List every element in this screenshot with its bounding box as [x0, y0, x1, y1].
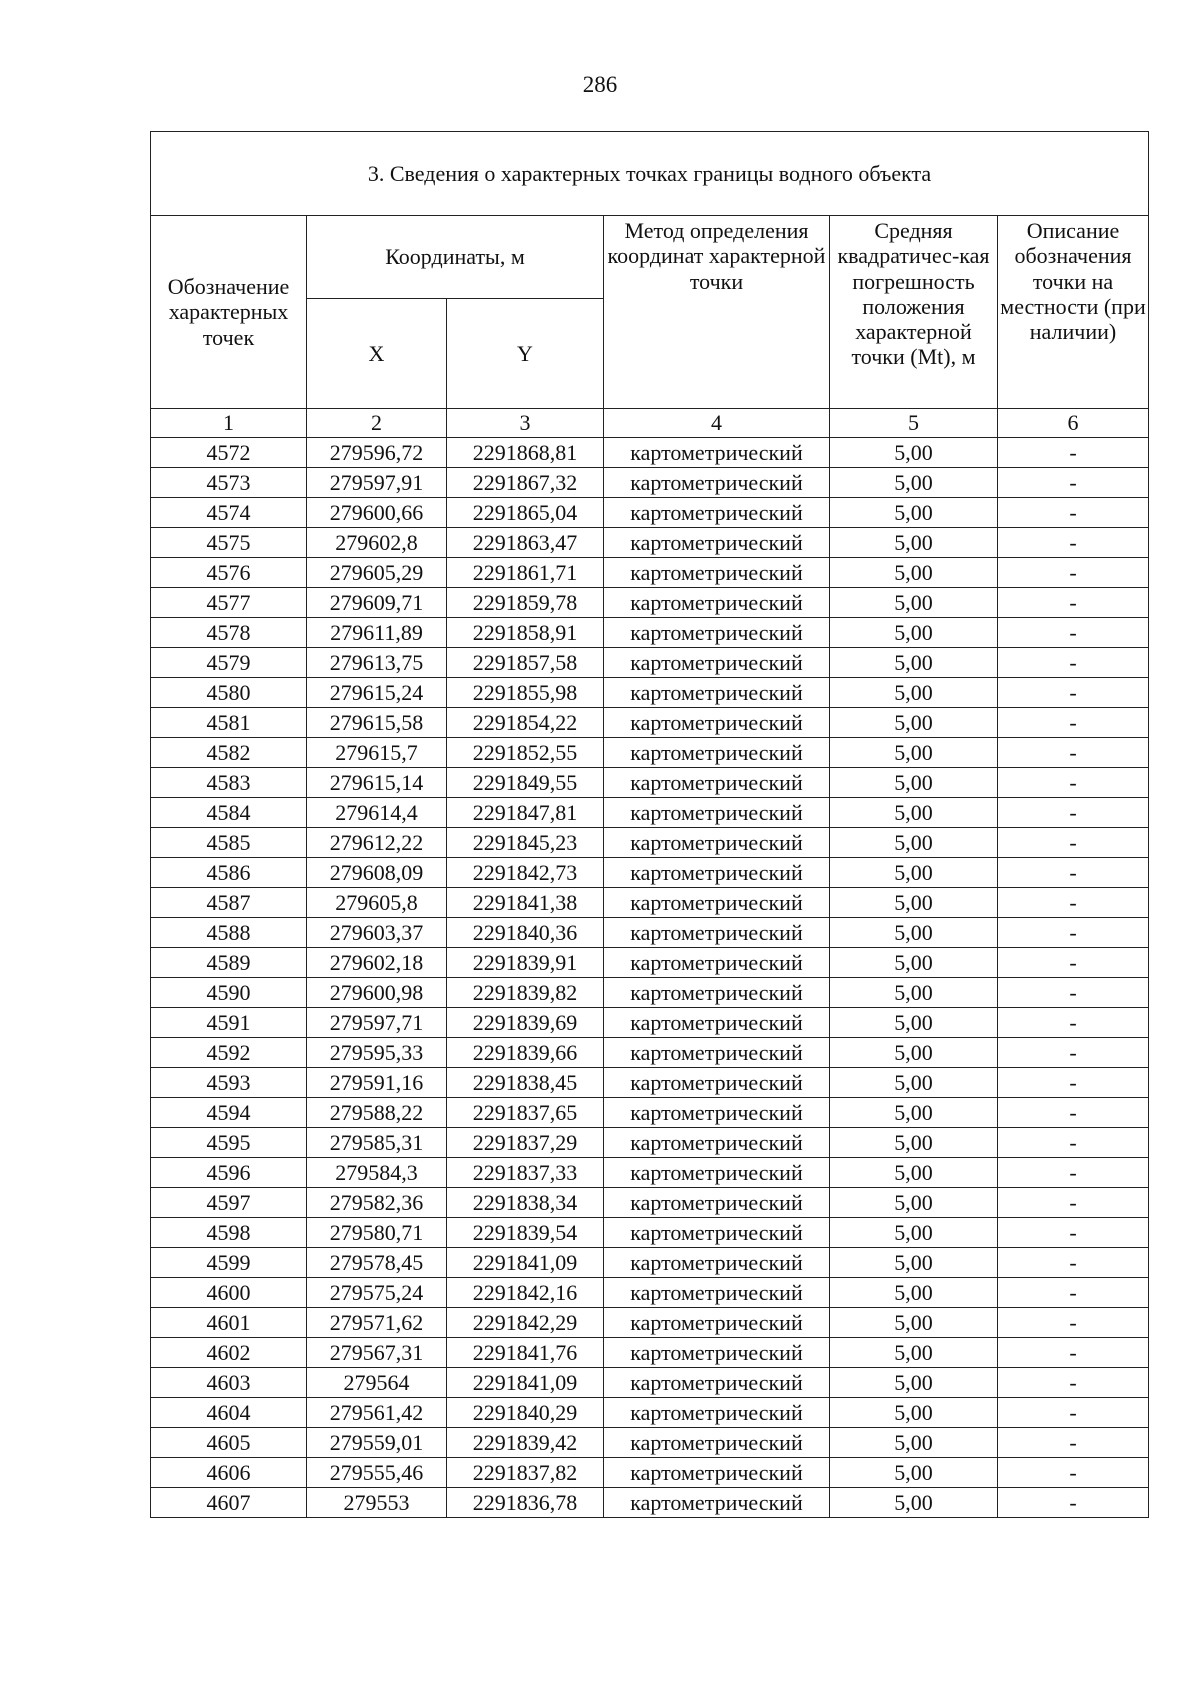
header-y: Y: [447, 299, 604, 409]
table-row: [151, 1308, 1149, 1338]
cell-point: 4599: [151, 1248, 307, 1278]
table-row: [151, 678, 1149, 708]
cell-point: 4590: [151, 978, 307, 1008]
cell-point: 4600: [151, 1278, 307, 1308]
cell-description: -: [998, 1398, 1149, 1428]
cell-error: 5,00: [830, 618, 998, 648]
cell-y: 2291855,98: [447, 678, 604, 708]
table-row: [151, 558, 1149, 588]
cell-error: 5,00: [830, 1248, 998, 1278]
table-row: [151, 918, 1149, 948]
cell-error: 5,00: [830, 648, 998, 678]
cell-y: 2291865,04: [447, 498, 604, 528]
cell-x: 279596,72: [307, 438, 447, 468]
cell-description: -: [998, 588, 1149, 618]
cell-error: 5,00: [830, 858, 998, 888]
cell-y: 2291837,65: [447, 1098, 604, 1128]
cell-error: 5,00: [830, 1068, 998, 1098]
cell-description: -: [998, 1338, 1149, 1368]
cell-description: -: [998, 918, 1149, 948]
cell-y: 2291839,54: [447, 1218, 604, 1248]
cell-x: 279615,24: [307, 678, 447, 708]
cell-point: 4587: [151, 888, 307, 918]
cell-error: 5,00: [830, 828, 998, 858]
table-row: [151, 888, 1149, 918]
cell-method: картометрический: [604, 1458, 830, 1488]
cell-point: 4575: [151, 528, 307, 558]
cell-description: -: [998, 828, 1149, 858]
cell-description: -: [998, 1128, 1149, 1158]
table-row: [151, 1368, 1149, 1398]
cell-y: 2291849,55: [447, 768, 604, 798]
cell-error: 5,00: [830, 738, 998, 768]
cell-x: 279602,18: [307, 948, 447, 978]
table-row: [151, 1458, 1149, 1488]
cell-y: 2291841,76: [447, 1338, 604, 1368]
cell-point: 4573: [151, 468, 307, 498]
cell-description: -: [998, 1068, 1149, 1098]
cell-y: 2291839,66: [447, 1038, 604, 1068]
cell-error: 5,00: [830, 978, 998, 1008]
column-number: 4: [604, 409, 830, 438]
table-row: [151, 858, 1149, 888]
cell-y: 2291838,34: [447, 1188, 604, 1218]
cell-method: картометрический: [604, 948, 830, 978]
cell-description: -: [998, 1248, 1149, 1278]
cell-x: 279582,36: [307, 1188, 447, 1218]
cell-description: -: [998, 528, 1149, 558]
cell-point: 4572: [151, 438, 307, 468]
cell-method: картометрический: [604, 678, 830, 708]
cell-point: 4602: [151, 1338, 307, 1368]
cell-error: 5,00: [830, 588, 998, 618]
header-description: Описание обозначения точки на местности (при наличии): [998, 216, 1149, 409]
table-row: [151, 588, 1149, 618]
cell-y: 2291837,29: [447, 1128, 604, 1158]
table-row: [151, 798, 1149, 828]
cell-error: 5,00: [830, 948, 998, 978]
table-row: [151, 1428, 1149, 1458]
cell-description: -: [998, 1368, 1149, 1398]
cell-x: 279578,45: [307, 1248, 447, 1278]
cell-point: 4605: [151, 1428, 307, 1458]
cell-point: 4574: [151, 498, 307, 528]
cell-error: 5,00: [830, 1128, 998, 1158]
cell-description: -: [998, 768, 1149, 798]
cell-error: 5,00: [830, 678, 998, 708]
cell-y: 2291868,81: [447, 438, 604, 468]
cell-point: 4577: [151, 588, 307, 618]
table-row: [151, 1278, 1149, 1308]
cell-method: картометрический: [604, 1068, 830, 1098]
cell-method: картометрический: [604, 1098, 830, 1128]
cell-x: 279591,16: [307, 1068, 447, 1098]
table-row: [151, 1038, 1149, 1068]
cell-method: картометрический: [604, 978, 830, 1008]
cell-method: картометрический: [604, 1248, 830, 1278]
table-row: [151, 438, 1149, 468]
cell-y: 2291854,22: [447, 708, 604, 738]
table-row: [151, 1128, 1149, 1158]
cell-point: 4591: [151, 1008, 307, 1038]
cell-method: картометрический: [604, 1338, 830, 1368]
cell-description: -: [998, 678, 1149, 708]
cell-x: 279564: [307, 1368, 447, 1398]
cell-error: 5,00: [830, 528, 998, 558]
cell-error: 5,00: [830, 558, 998, 588]
cell-y: 2291841,09: [447, 1368, 604, 1398]
cell-method: картометрический: [604, 738, 830, 768]
column-number: 6: [998, 409, 1149, 438]
cell-method: картометрический: [604, 588, 830, 618]
cell-point: 4586: [151, 858, 307, 888]
table-row: [151, 1218, 1149, 1248]
table-row: [151, 828, 1149, 858]
cell-y: 2291858,91: [447, 618, 604, 648]
cell-method: картометрический: [604, 528, 830, 558]
cell-y: 2291841,38: [447, 888, 604, 918]
column-number: 2: [307, 409, 447, 438]
cell-error: 5,00: [830, 1308, 998, 1338]
cell-x: 279605,8: [307, 888, 447, 918]
cell-point: 4595: [151, 1128, 307, 1158]
cell-point: 4581: [151, 708, 307, 738]
table-row: [151, 1158, 1149, 1188]
header-error: Средняя квадратичес-кая погрешность положения характерной точки (Mt), м: [830, 216, 998, 409]
cell-y: 2291841,09: [447, 1248, 604, 1278]
cell-point: 4592: [151, 1038, 307, 1068]
table-row: [151, 978, 1149, 1008]
cell-x: 279605,29: [307, 558, 447, 588]
cell-error: 5,00: [830, 1188, 998, 1218]
table-row: [151, 1338, 1149, 1368]
cell-x: 279597,91: [307, 468, 447, 498]
cell-method: картометрический: [604, 498, 830, 528]
cell-method: картометрический: [604, 1278, 830, 1308]
cell-point: 4598: [151, 1218, 307, 1248]
cell-error: 5,00: [830, 1218, 998, 1248]
cell-x: 279611,89: [307, 618, 447, 648]
table-row: [151, 498, 1149, 528]
cell-method: картометрический: [604, 858, 830, 888]
cell-x: 279580,71: [307, 1218, 447, 1248]
cell-error: 5,00: [830, 1038, 998, 1068]
table-row: [151, 1398, 1149, 1428]
cell-point: 4606: [151, 1458, 307, 1488]
cell-description: -: [998, 648, 1149, 678]
cell-y: 2291861,71: [447, 558, 604, 588]
cell-x: 279600,66: [307, 498, 447, 528]
table-row: [151, 768, 1149, 798]
cell-method: картометрический: [604, 1398, 830, 1428]
boundary-points-table: [150, 131, 1149, 1518]
cell-method: картометрический: [604, 1428, 830, 1458]
cell-error: 5,00: [830, 438, 998, 468]
table-row: [151, 1248, 1149, 1278]
cell-point: 4601: [151, 1308, 307, 1338]
table-row: [151, 738, 1149, 768]
cell-description: -: [998, 1038, 1149, 1068]
cell-description: -: [998, 798, 1149, 828]
cell-method: картометрический: [604, 1128, 830, 1158]
cell-method: картометрический: [604, 1008, 830, 1038]
table-row: [151, 468, 1149, 498]
table-row: [151, 708, 1149, 738]
table-body: [151, 438, 1149, 1518]
cell-error: 5,00: [830, 1278, 998, 1308]
cell-x: 279614,4: [307, 798, 447, 828]
cell-method: картометрический: [604, 1218, 830, 1248]
cell-error: 5,00: [830, 1428, 998, 1458]
cell-x: 279561,42: [307, 1398, 447, 1428]
table-row: [151, 1008, 1149, 1038]
cell-description: -: [998, 1158, 1149, 1188]
cell-point: 4588: [151, 918, 307, 948]
cell-point: 4576: [151, 558, 307, 588]
cell-y: 2291839,82: [447, 978, 604, 1008]
cell-description: -: [998, 1458, 1149, 1488]
cell-description: -: [998, 618, 1149, 648]
cell-method: картометрический: [604, 558, 830, 588]
cell-point: 4583: [151, 768, 307, 798]
cell-description: -: [998, 438, 1149, 468]
cell-y: 2291836,78: [447, 1488, 604, 1518]
cell-y: 2291857,58: [447, 648, 604, 678]
cell-x: 279612,22: [307, 828, 447, 858]
cell-method: картометрический: [604, 618, 830, 648]
cell-method: картометрический: [604, 648, 830, 678]
cell-error: 5,00: [830, 1458, 998, 1488]
cell-y: 2291840,29: [447, 1398, 604, 1428]
cell-point: 4582: [151, 738, 307, 768]
cell-method: картометрический: [604, 438, 830, 468]
cell-point: 4584: [151, 798, 307, 828]
cell-method: картометрический: [604, 708, 830, 738]
cell-y: 2291847,81: [447, 798, 604, 828]
cell-point: 4580: [151, 678, 307, 708]
cell-description: -: [998, 1008, 1149, 1038]
cell-y: 2291839,91: [447, 948, 604, 978]
table-row: [151, 618, 1149, 648]
cell-error: 5,00: [830, 918, 998, 948]
cell-description: -: [998, 888, 1149, 918]
cell-point: 4604: [151, 1398, 307, 1428]
cell-error: 5,00: [830, 498, 998, 528]
cell-y: 2291863,47: [447, 528, 604, 558]
cell-description: -: [998, 1188, 1149, 1218]
header-point: Обозначение характерных точек: [151, 216, 307, 409]
cell-method: картометрический: [604, 1308, 830, 1338]
cell-y: 2291842,73: [447, 858, 604, 888]
cell-error: 5,00: [830, 1098, 998, 1128]
cell-error: 5,00: [830, 468, 998, 498]
cell-description: -: [998, 1488, 1149, 1518]
cell-error: 5,00: [830, 798, 998, 828]
table-row: [151, 1068, 1149, 1098]
cell-x: 279603,37: [307, 918, 447, 948]
cell-x: 279602,8: [307, 528, 447, 558]
cell-point: 4596: [151, 1158, 307, 1188]
table-row: [151, 648, 1149, 678]
column-number: 1: [151, 409, 307, 438]
header-x: X: [307, 299, 447, 409]
cell-method: картометрический: [604, 888, 830, 918]
cell-y: 2291845,23: [447, 828, 604, 858]
cell-y: 2291842,29: [447, 1308, 604, 1338]
table-title: 3. Сведения о характерных точках границы водного объекта: [151, 132, 1149, 216]
cell-x: 279567,31: [307, 1338, 447, 1368]
table-row: [151, 1188, 1149, 1218]
cell-y: 2291859,78: [447, 588, 604, 618]
cell-description: -: [998, 1308, 1149, 1338]
cell-description: -: [998, 708, 1149, 738]
cell-point: 4597: [151, 1188, 307, 1218]
header-method: Метод определения координат характерной точки: [604, 216, 830, 409]
cell-x: 279615,7: [307, 738, 447, 768]
cell-error: 5,00: [830, 1368, 998, 1398]
cell-x: 279595,33: [307, 1038, 447, 1068]
cell-method: картометрический: [604, 1188, 830, 1218]
cell-x: 279600,98: [307, 978, 447, 1008]
cell-error: 5,00: [830, 1338, 998, 1368]
table-row: [151, 1098, 1149, 1128]
cell-error: 5,00: [830, 708, 998, 738]
cell-x: 279588,22: [307, 1098, 447, 1128]
cell-y: 2291842,16: [447, 1278, 604, 1308]
cell-description: -: [998, 1098, 1149, 1128]
cell-x: 279559,01: [307, 1428, 447, 1458]
cell-y: 2291837,82: [447, 1458, 604, 1488]
cell-method: картометрический: [604, 768, 830, 798]
cell-x: 279555,46: [307, 1458, 447, 1488]
table-row: [151, 948, 1149, 978]
cell-error: 5,00: [830, 1398, 998, 1428]
cell-method: картометрический: [604, 1038, 830, 1068]
cell-method: картометрический: [604, 1368, 830, 1398]
cell-x: 279553: [307, 1488, 447, 1518]
cell-error: 5,00: [830, 888, 998, 918]
cell-x: 279571,62: [307, 1308, 447, 1338]
cell-description: -: [998, 1428, 1149, 1458]
cell-point: 4579: [151, 648, 307, 678]
cell-method: картометрический: [604, 1158, 830, 1188]
cell-description: -: [998, 498, 1149, 528]
cell-method: картометрический: [604, 1488, 830, 1518]
cell-x: 279613,75: [307, 648, 447, 678]
column-number: 5: [830, 409, 998, 438]
cell-x: 279609,71: [307, 588, 447, 618]
cell-description: -: [998, 738, 1149, 768]
cell-y: 2291852,55: [447, 738, 604, 768]
cell-y: 2291837,33: [447, 1158, 604, 1188]
cell-error: 5,00: [830, 768, 998, 798]
cell-x: 279585,31: [307, 1128, 447, 1158]
cell-x: 279584,3: [307, 1158, 447, 1188]
cell-point: 4607: [151, 1488, 307, 1518]
cell-x: 279575,24: [307, 1278, 447, 1308]
header-coordinates: Координаты, м: [307, 216, 604, 299]
cell-method: картометрический: [604, 828, 830, 858]
cell-y: 2291839,42: [447, 1428, 604, 1458]
column-number: 3: [447, 409, 604, 438]
cell-method: картометрический: [604, 468, 830, 498]
cell-point: 4594: [151, 1098, 307, 1128]
cell-description: -: [998, 1278, 1149, 1308]
column-number-row: [151, 409, 1149, 438]
cell-point: 4603: [151, 1368, 307, 1398]
page-number: 286: [582, 72, 618, 97]
cell-point: 4589: [151, 948, 307, 978]
cell-point: 4585: [151, 828, 307, 858]
cell-point: 4578: [151, 618, 307, 648]
cell-x: 279597,71: [307, 1008, 447, 1038]
cell-x: 279615,58: [307, 708, 447, 738]
cell-description: -: [998, 558, 1149, 588]
cell-y: 2291867,32: [447, 468, 604, 498]
cell-point: 4593: [151, 1068, 307, 1098]
cell-description: -: [998, 948, 1149, 978]
cell-error: 5,00: [830, 1488, 998, 1518]
cell-error: 5,00: [830, 1008, 998, 1038]
table-row: [151, 1488, 1149, 1518]
cell-description: -: [998, 978, 1149, 1008]
cell-description: -: [998, 468, 1149, 498]
cell-y: 2291839,69: [447, 1008, 604, 1038]
cell-method: картометрический: [604, 798, 830, 828]
cell-y: 2291840,36: [447, 918, 604, 948]
cell-y: 2291838,45: [447, 1068, 604, 1098]
cell-method: картометрический: [604, 918, 830, 948]
cell-error: 5,00: [830, 1158, 998, 1188]
cell-description: -: [998, 1218, 1149, 1248]
table-row: [151, 528, 1149, 558]
cell-x: 279608,09: [307, 858, 447, 888]
cell-description: -: [998, 858, 1149, 888]
cell-x: 279615,14: [307, 768, 447, 798]
